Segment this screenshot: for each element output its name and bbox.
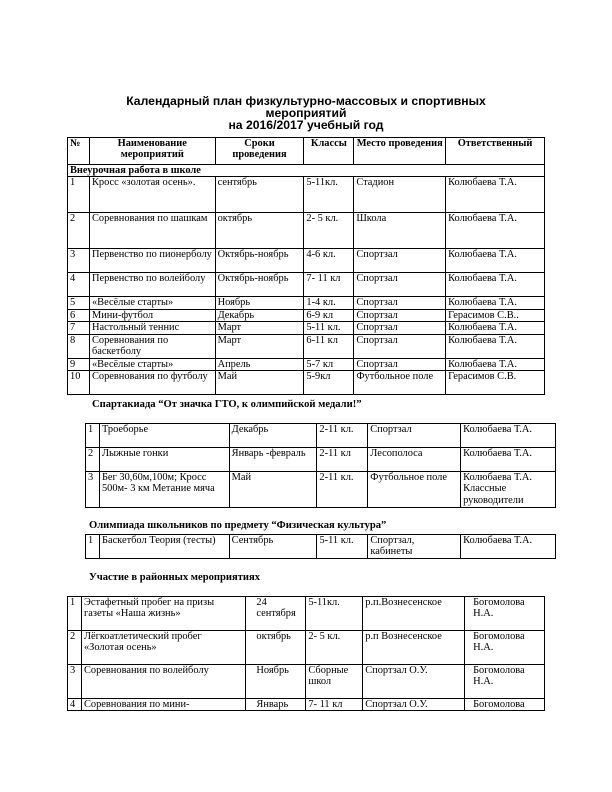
cell-responsible: Богомолова Н.А. — [465, 665, 545, 699]
cell-event-name: Эстафетный пробег на призы газеты «Наша жизнь» — [81, 597, 245, 631]
cell-dates: Ноябрь — [215, 297, 304, 309]
cell-responsible: Колюбаева Т.А. — [446, 249, 545, 273]
cell-venue: Спортзал — [354, 309, 446, 321]
cell-number: 3 — [68, 249, 90, 273]
cell-event-name: Соревнования по баскетболу — [89, 334, 215, 358]
header-venue: Место проведения — [354, 138, 446, 165]
table-row — [68, 297, 545, 309]
table-row — [68, 371, 545, 395]
table-row — [68, 322, 545, 334]
cell-venue: р.п Вознесенское — [363, 631, 465, 665]
school-events-table — [67, 137, 545, 395]
table-row — [86, 472, 556, 508]
cell-number: 7 — [68, 322, 90, 334]
cell-event-name: Первенство по пионерболу — [89, 249, 215, 273]
cell-classes: Сборные школ — [306, 665, 363, 699]
district-heading: Участие в районных мероприятиях — [89, 572, 261, 583]
cell-event-name: Лыжные гонки — [99, 448, 229, 472]
cell-responsible: Колюбаева Т.А. — [446, 334, 545, 358]
cell-responsible: Колюбаева Т.А. — [461, 535, 556, 559]
cell-number: 6 — [68, 309, 90, 321]
cell-responsible: Богомолова — [465, 699, 545, 711]
table-row — [86, 424, 556, 448]
table-row — [68, 273, 545, 297]
cell-venue: Спортзал О.У. — [363, 699, 465, 711]
cell-venue: Спортзал — [354, 334, 446, 358]
cell-responsible: Колюбаева Т.А. — [446, 322, 545, 334]
cell-dates: Декабрь — [229, 424, 317, 448]
cell-classes: 5-7 кл — [304, 358, 354, 370]
cell-event-name: Соревнования по футболу — [89, 371, 215, 395]
cell-event-name: Баскетбол Теория (тесты) — [99, 535, 229, 559]
cell-responsible: Колюбаева Т.А. — [446, 358, 545, 370]
cell-number: 10 — [68, 371, 90, 395]
cell-responsible: Колюбаева Т.А. — [446, 297, 545, 309]
cell-dates: Октябрь-ноябрь — [215, 273, 304, 297]
cell-event-name: «Весёлые старты» — [89, 297, 215, 309]
cell-event-name: Троеборье — [99, 424, 229, 448]
cell-dates: сентябрь — [215, 177, 304, 213]
cell-venue: Спортзал — [368, 424, 461, 448]
header-dates: Сроки проведения — [215, 138, 304, 165]
spartakiada-table — [85, 423, 556, 508]
cell-responsible: Герасимов С.В. — [446, 371, 545, 395]
cell-number: 2 — [68, 631, 82, 665]
cell-venue: Спортзал О.У. — [363, 665, 465, 699]
cell-event-name: Первенство по волейболу — [89, 273, 215, 297]
cell-responsible: Герасимов С.В.. — [446, 309, 545, 321]
document-title-line1: Календарный план физкультурно-массовых и спортивных — [126, 94, 486, 108]
cell-number: 1 — [86, 535, 100, 559]
table-row — [68, 631, 545, 665]
olympiad-table — [85, 534, 556, 559]
cell-venue: р.п.Вознесенское — [363, 597, 465, 631]
cell-number: 3 — [86, 472, 100, 508]
document-title-line3: на 2016/2017 учебный год — [228, 118, 384, 132]
cell-event-name: Лёгкоатлетический пробег «Золотая осень» — [81, 631, 245, 665]
cell-responsible: Колюбаева Т.А. — [461, 448, 556, 472]
cell-event-name: «Весёлые старты» — [89, 358, 215, 370]
table-row — [68, 249, 545, 273]
header-responsible: Ответственный — [446, 138, 545, 165]
cell-number: 1 — [68, 177, 90, 213]
cell-venue: Футбольное поле — [368, 472, 461, 508]
cell-classes: 5-11кл. — [304, 177, 354, 213]
cell-event-name: Соревнования по шашкам — [89, 213, 215, 249]
cell-classes: 2-11 кл. — [317, 424, 368, 448]
cell-dates: Январь — [246, 699, 306, 711]
olympiad-heading: Олимпиада школьников по предмету “Физическая культура” — [89, 520, 387, 531]
table-row — [68, 334, 545, 358]
cell-responsible: Колюбаева Т.А. Классные руководители — [461, 472, 556, 508]
cell-classes: 2-11 кл — [317, 448, 368, 472]
table-row — [86, 535, 556, 559]
cell-responsible: Колюбаева Т.А. — [446, 273, 545, 297]
cell-dates: октябрь — [215, 213, 304, 249]
cell-number: 2 — [86, 448, 100, 472]
cell-number: 4 — [68, 273, 90, 297]
cell-venue: Футбольное поле — [354, 371, 446, 395]
table-row — [86, 448, 556, 472]
cell-venue: Спортзал, кабинеты — [368, 535, 461, 559]
cell-event-name: Кросс «золотая осень». — [89, 177, 215, 213]
cell-venue: Спортзал — [354, 249, 446, 273]
cell-classes: 5-11 кл. — [304, 322, 354, 334]
cell-classes: 6-9 кл — [304, 309, 354, 321]
cell-event-name: Соревнования по волейболу — [81, 665, 245, 699]
cell-dates: Ноябрь — [246, 665, 306, 699]
header-event-name: Наименование мероприятий — [89, 138, 215, 165]
cell-venue: Спортзал — [354, 322, 446, 334]
cell-number: 4 — [68, 699, 82, 711]
cell-number: 8 — [68, 334, 90, 358]
cell-number: 3 — [68, 665, 82, 699]
cell-number: 5 — [68, 297, 90, 309]
header-classes: Классы — [304, 138, 354, 165]
cell-dates: Декабрь — [215, 309, 304, 321]
cell-dates: Март — [215, 322, 304, 334]
cell-event-name: Соревнования по мини- — [81, 699, 245, 711]
cell-venue: Спортзал — [354, 358, 446, 370]
table-row — [68, 358, 545, 370]
cell-classes: 1-4 кл. — [304, 297, 354, 309]
document-title-line2: мероприятий — [265, 106, 347, 120]
cell-classes: 2- 5 кл. — [306, 631, 363, 665]
cell-venue: Спортзал — [354, 297, 446, 309]
cell-dates: 24 сентября — [246, 597, 306, 631]
cell-classes: 5-11кл. — [306, 597, 363, 631]
cell-classes: 2-11 кл. — [317, 472, 368, 508]
cell-number: 9 — [68, 358, 90, 370]
cell-responsible: Колюбаева Т.А. — [461, 424, 556, 448]
district-table — [67, 596, 545, 711]
cell-event-name: Бег 30,60м,100м; Кросс 500м- 3 км Метание мяча — [99, 472, 229, 508]
cell-dates: Январь -февраль — [229, 448, 317, 472]
cell-venue: Спортзал — [354, 273, 446, 297]
header-number: № — [68, 138, 90, 165]
cell-responsible: Богомолова Н.А. — [465, 597, 545, 631]
cell-classes: 5-9кл — [304, 371, 354, 395]
cell-number: 2 — [68, 213, 90, 249]
cell-venue: Стадион — [354, 177, 446, 213]
cell-classes: 2- 5 кл. — [304, 213, 354, 249]
table-row — [68, 597, 545, 631]
cell-number: 1 — [86, 424, 100, 448]
cell-event-name: Настольный теннис — [89, 322, 215, 334]
table-row — [68, 699, 545, 711]
cell-responsible: Колюбаева Т.А. — [446, 177, 545, 213]
table-row — [68, 213, 545, 249]
cell-classes: 6-11 кл — [304, 334, 354, 358]
cell-dates: октябрь — [246, 631, 306, 665]
cell-venue: Школа — [354, 213, 446, 249]
cell-venue: Лесополоса — [368, 448, 461, 472]
cell-dates: Май — [229, 472, 317, 508]
cell-responsible: Богомолова Н.А. — [465, 631, 545, 665]
cell-dates: Сентябрь — [229, 535, 317, 559]
table-row — [68, 665, 545, 699]
cell-classes: 4-6 кл. — [304, 249, 354, 273]
cell-dates: Апрель — [215, 358, 304, 370]
cell-dates: Март — [215, 334, 304, 358]
table-row — [68, 309, 545, 321]
cell-number: 1 — [68, 597, 82, 631]
cell-classes: 7- 11 кл — [306, 699, 363, 711]
spartakiada-heading: Спартакиада “От значка ГТО, к олимпийской медали!” — [92, 399, 362, 410]
cell-responsible: Колюбаева Т.А. — [446, 213, 545, 249]
cell-dates: Октябрь-ноябрь — [215, 249, 304, 273]
cell-event-name: Мини-футбол — [89, 309, 215, 321]
section-title-school: Внеурочная работа в школе — [68, 165, 545, 177]
cell-dates: Май — [215, 371, 304, 395]
cell-classes: 7- 11 кл — [304, 273, 354, 297]
table-row — [68, 177, 545, 213]
cell-classes: 5-11 кл. — [317, 535, 368, 559]
